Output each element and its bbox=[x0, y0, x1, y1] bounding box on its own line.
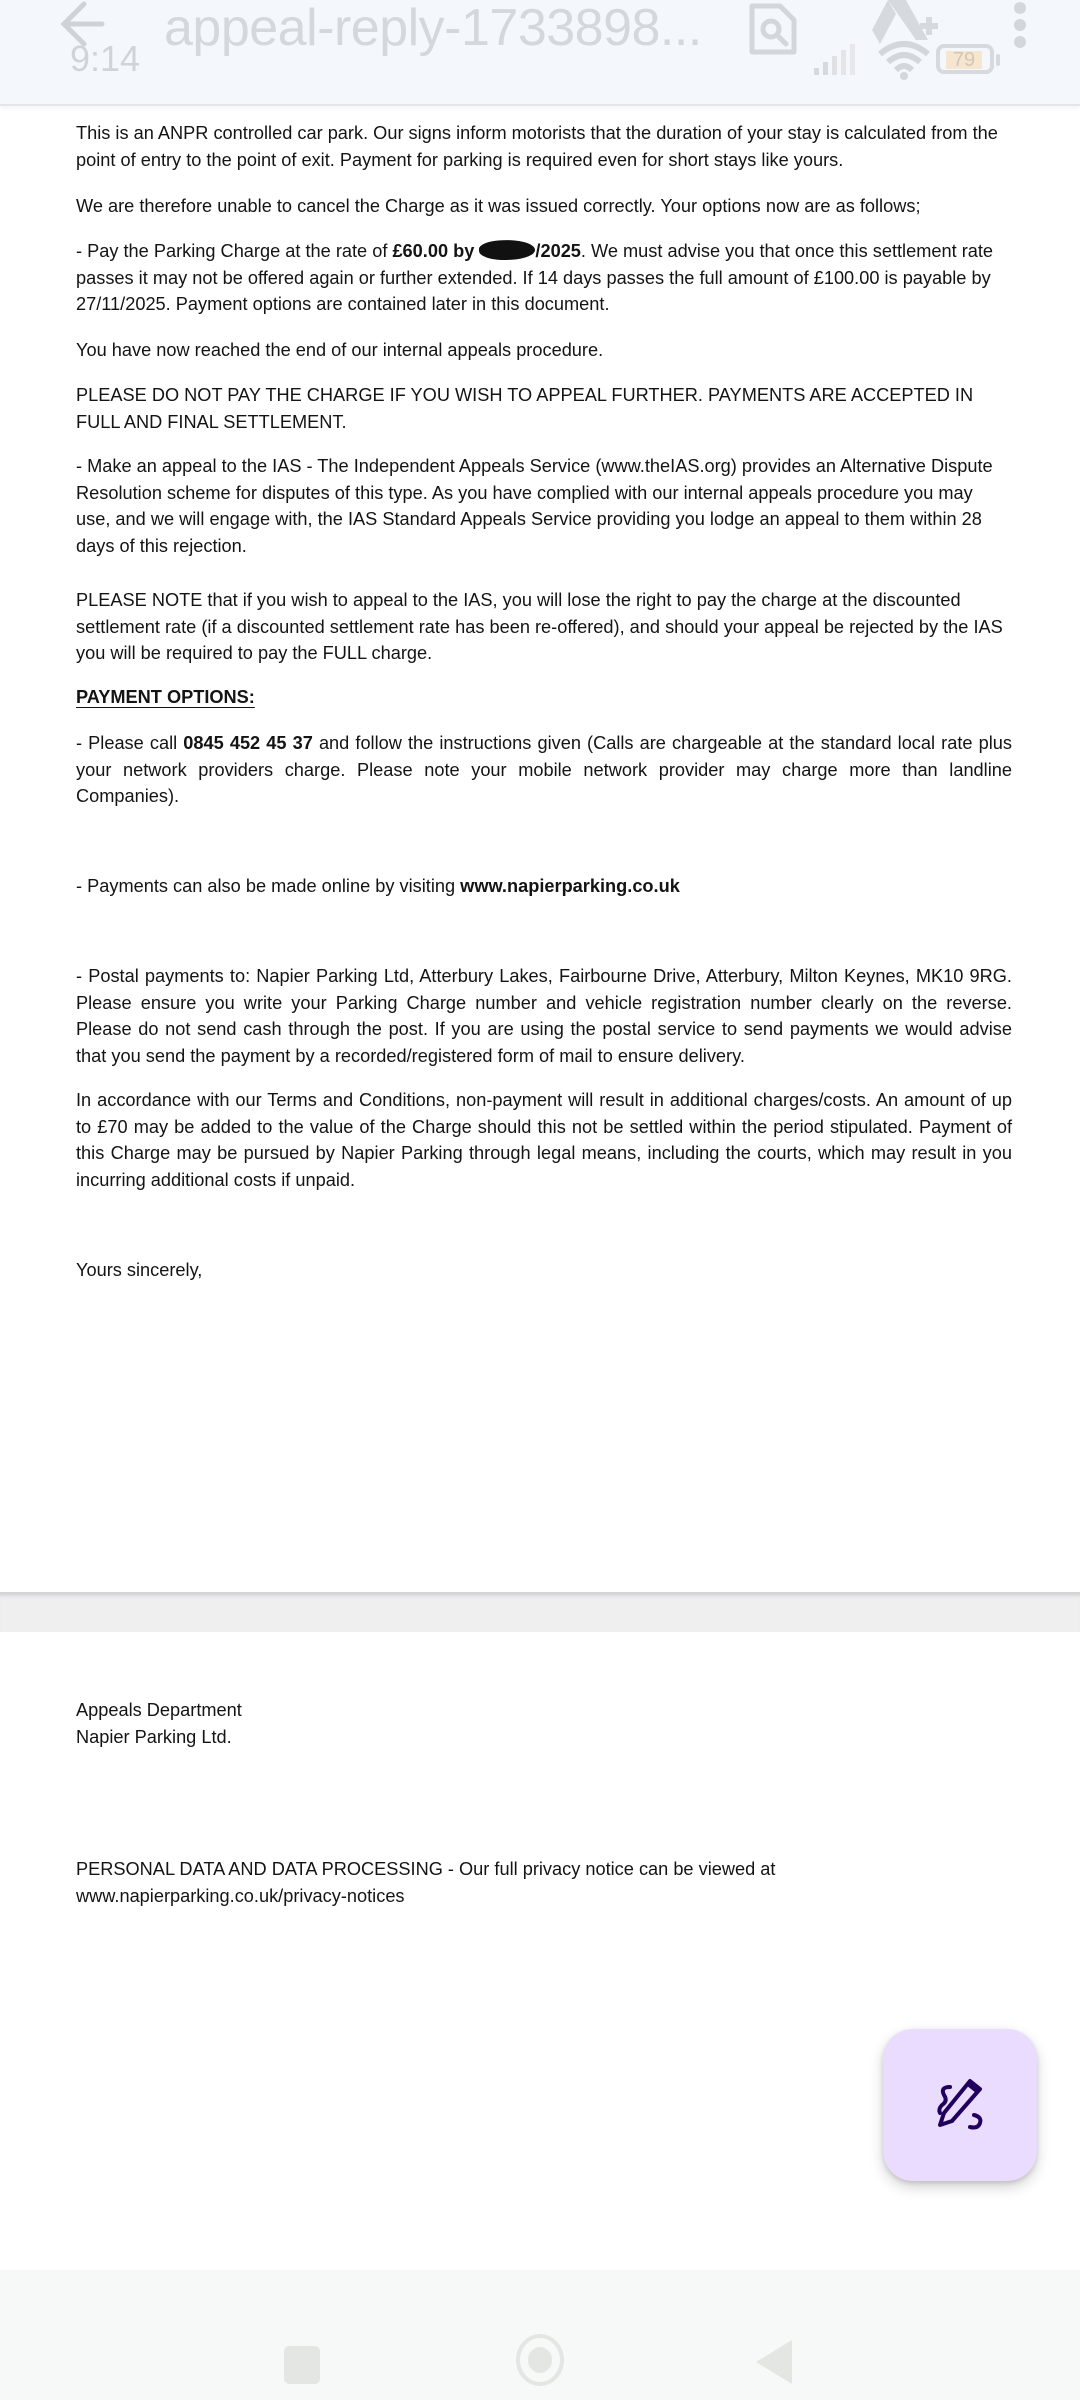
settlement-year: /2025 bbox=[535, 241, 581, 261]
paragraph-text: - Postal payments to: Napier Parking Ltd, Atterbury Lakes, Fairbourne Drive, Atterbury, Milton Keynes, MK10 9RG. Please ensure you write your Parking Charge number and vehicle registration number clearly on the reverse. Please do not send cash through the post. If you are using the postal service to send payments we would advise that you send the payment by a recorded/registered form of mail to ensure delivery. bbox=[76, 966, 1012, 1066]
paragraph-text: In accordance with our Terms and Conditions, non-payment will result in additional charges/costs. An amount of up to £70 may be added to the value of the Charge should this not be settled within the period stipulated. Payment of this Charge may be pursued by Napier Parking through legal means, including the courts, which may result in you incurring additional costs if unpaid. bbox=[76, 1090, 1012, 1190]
signature-department: Appeals Department bbox=[76, 1700, 242, 1720]
search-document-icon bbox=[748, 2, 798, 56]
cell-signal-indicator bbox=[812, 44, 858, 76]
system-navigation-bar bbox=[0, 2270, 1080, 2400]
phone-suffix: and follow the instructions given (Calls are chargeable at the standard local rate plus your network providers charge. Please note your mobile network provider may charge more than landline Companies). bbox=[76, 733, 1012, 806]
page-separator bbox=[0, 1592, 1080, 1634]
paragraph-please-note bbox=[76, 587, 1012, 667]
paragraph-text: Yours sincerely, bbox=[76, 1260, 203, 1280]
paragraph-ias-appeal bbox=[76, 453, 1012, 559]
paragraph-online-payment bbox=[76, 873, 1012, 900]
pay-option-suffix: . We must advise you that once this settlement rate passes it may not be offered again or further extended. If 14 days passes the full amount of £100.00 is payable by 27/11/2025. Payment options are contained later in this document. bbox=[76, 241, 994, 314]
paragraph-text: This is an ANPR controlled car park. Our signs inform motorists that the duration of your stay is calculated from the point of entry to the point of exit. Payment for parking is required even for short stays like yours. bbox=[76, 123, 998, 170]
recents-button[interactable] bbox=[284, 2346, 320, 2384]
privacy-notice bbox=[76, 1856, 1012, 1909]
document-title: appeal-reply-1733898... bbox=[164, 0, 702, 57]
wifi-icon bbox=[876, 40, 932, 80]
privacy-text: PERSONAL DATA AND DATA PROCESSING - Our full privacy notice can be viewed at bbox=[76, 1859, 776, 1879]
payment-website-link[interactable]: www.napierparking.co.uk bbox=[460, 876, 680, 896]
closing-salutation bbox=[76, 1257, 1012, 1284]
pay-option-prefix: - Pay the Parking Charge at the rate of bbox=[76, 241, 393, 261]
status-time: 9:14 bbox=[70, 38, 141, 79]
annotate-fab-button[interactable] bbox=[883, 2029, 1037, 2181]
signature-block bbox=[76, 1697, 1012, 1750]
paragraph-postal-payment bbox=[76, 963, 1012, 1069]
settlement-amount: £60.00 by bbox=[392, 241, 480, 261]
paragraph-do-not-pay-warning bbox=[76, 382, 1012, 435]
payment-options-heading bbox=[76, 684, 1012, 711]
battery-cap bbox=[996, 54, 1000, 66]
paragraph-text: You have now reached the end of our internal appeals procedure. bbox=[76, 340, 604, 360]
paragraph-text: PLEASE NOTE that if you wish to appeal to the IAS, you will lose the right to pay the charge at the discounted settlement rate (if a discounted settlement rate has been re-offered), and should your appeal be rejected by the IAS you will be required to pay the FULL charge. bbox=[76, 590, 1003, 663]
phone-number: 0845 452 45 37 bbox=[183, 733, 313, 753]
paragraph-text: PLEASE DO NOT PAY THE CHARGE IF YOU WISH TO APPEAL FURTHER. PAYMENTS ARE ACCEPTED IN FULL AND FINAL SETTLEMENT. bbox=[76, 385, 974, 432]
phone-prefix: - Please call bbox=[76, 733, 184, 753]
more-options-button[interactable] bbox=[1010, 2, 1030, 52]
privacy-link[interactable]: www.napierparking.co.uk/privacy-notices bbox=[76, 1885, 405, 1906]
paragraph-text: - Make an appeal to the IAS - The Independent Appeals Service (www.theIAS.org) provides an Alternative Dispute Resolution scheme for disputes of this type. As you have complied with our internal appeals procedure you may use, and we will engage with, the IAS Standard Appeals Service providing you lodge an appeal to them within 28 days of this rejection. bbox=[76, 456, 993, 556]
signature-company: Napier Parking Ltd. bbox=[76, 1726, 232, 1747]
home-button[interactable] bbox=[516, 2334, 564, 2386]
paragraph-phone-payment bbox=[76, 730, 1012, 810]
more-vert-icon bbox=[1010, 2, 1030, 48]
paragraph-terms-conditions bbox=[76, 1087, 1012, 1193]
paragraph-anpr bbox=[76, 120, 1012, 173]
edit-annotate-icon bbox=[930, 2075, 990, 2135]
document-page-1 bbox=[0, 106, 1080, 1592]
battery-indicator bbox=[936, 44, 994, 74]
app-bar bbox=[0, 0, 1080, 106]
battery-level: 79 bbox=[946, 51, 982, 69]
paragraph-text: We are therefore unable to cancel the Charge as it was issued correctly. Your options now are as follows; bbox=[76, 196, 921, 216]
cell-signal-icon bbox=[812, 44, 858, 76]
search-in-document-button[interactable] bbox=[748, 2, 798, 56]
heading-text: PAYMENT OPTIONS: bbox=[76, 687, 255, 707]
paragraph-unable-cancel bbox=[76, 193, 1012, 220]
paragraph-pay-option bbox=[76, 238, 1012, 318]
wifi-indicator bbox=[876, 40, 932, 80]
online-prefix: - Payments can also be made online by visiting bbox=[76, 876, 461, 896]
paragraph-end-of-procedure bbox=[76, 337, 1012, 364]
back-nav-button[interactable] bbox=[756, 2340, 792, 2384]
redacted-date-scribble bbox=[479, 239, 536, 262]
